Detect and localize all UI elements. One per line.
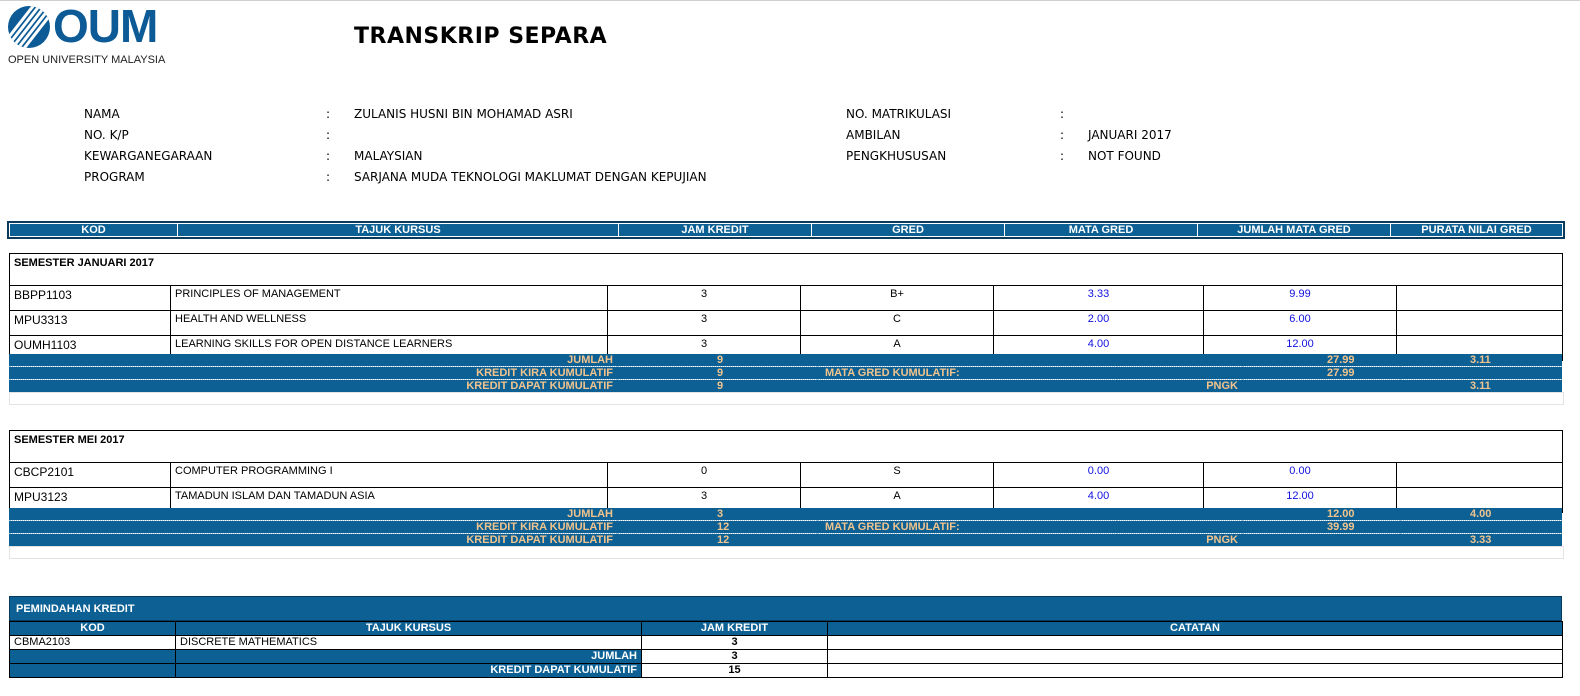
jumlah-label: JUMLAH [9, 354, 617, 367]
course-grade: C [801, 311, 994, 336]
colon: : [326, 149, 331, 163]
course-grade-point: 4.00 [994, 336, 1204, 361]
course-credit: 0 [608, 463, 801, 488]
course-grade-point: 0.00 [994, 463, 1204, 488]
oum-logo [8, 0, 178, 68]
kredit-dapat: 12 [617, 534, 817, 547]
logo-subtitle: OPEN UNIVERSITY MALAYSIA [8, 54, 166, 66]
course-title: COMPUTER PROGRAMMING I [171, 463, 608, 488]
pngk-label: PNGK [1117, 534, 1242, 547]
kp-label: NO. K/P [84, 128, 129, 142]
col-tajuk-kursus: TAJUK KURSUS [178, 224, 619, 237]
kewarganegaraan-value: MALAYSIAN [354, 149, 423, 163]
course-grade: A [801, 336, 994, 361]
colon: : [326, 170, 331, 184]
kredit-kira: 9 [617, 367, 817, 380]
semester-summary [9, 508, 1562, 546]
pemindahan-title: PEMINDAHAN KREDIT [9, 596, 1562, 621]
semester-summary [9, 354, 1562, 392]
spacer [9, 392, 1564, 405]
pengkhususan-label: PENGKHUSUSAN [846, 149, 947, 163]
purata-nilai: 4.00 [1400, 508, 1562, 521]
course-credit: 3 [608, 488, 801, 513]
col-jam-kredit: JAM KREDIT [619, 224, 812, 237]
course-total-point: 0.00 [1204, 463, 1397, 488]
course-title: PRINCIPLES OF MANAGEMENT [171, 286, 608, 311]
nama-label: NAMA [84, 107, 120, 121]
col-mata-gred: MATA GRED [1005, 224, 1198, 237]
course-credit: 3 [608, 336, 801, 361]
logo-wordmark: OUM [53, 0, 158, 52]
kredit-kira-label: KREDIT KIRA KUMULATIF [9, 367, 617, 380]
semester-table [9, 253, 1563, 361]
col-kod: KOD [10, 224, 178, 237]
pk-jumlah-label: JUMLAH [176, 650, 642, 664]
pengkhususan-value: NOT FOUND [1088, 149, 1161, 163]
matrik-label: NO. MATRIKULASI [846, 107, 952, 121]
ambilan-value: JANUARI 2017 [1088, 128, 1172, 142]
semester-title: SEMESTER MEI 2017 [10, 431, 1563, 463]
pk-col-tajuk: TAJUK KURSUS [176, 622, 642, 636]
pk-col-catatan: CATATAN [828, 622, 1563, 636]
table-row [10, 311, 1563, 336]
semester-title: SEMESTER JANUARI 2017 [10, 254, 1563, 286]
course-title: LEARNING SKILLS FOR OPEN DISTANCE LEARNERS [171, 336, 608, 361]
pk-dapat-value: 15 [642, 664, 828, 678]
jumlah-label: JUMLAH [9, 508, 617, 521]
course-credit: 3 [608, 286, 801, 311]
course-code: BBPP1103 [10, 286, 171, 311]
colon: : [326, 107, 331, 121]
mgk-value: 39.99 [1242, 521, 1400, 534]
purata-nilai: 3.11 [1400, 354, 1562, 367]
mgk-label: MATA GRED KUMULATIF: [817, 521, 1117, 534]
pk-kod: CBMA2103 [10, 636, 176, 650]
kredit-kira: 12 [617, 521, 817, 534]
kredit-kira-label: KREDIT KIRA KUMULATIF [9, 521, 617, 534]
mgk-value: 27.99 [1242, 367, 1400, 380]
course-credit: 3 [608, 311, 801, 336]
course-code: MPU3313 [10, 311, 171, 336]
nama-value: ZULANIS HUSNI BIN MOHAMAD ASRI [354, 107, 573, 121]
course-title: HEALTH AND WELLNESS [171, 311, 608, 336]
kewarganegaraan-label: KEWARGANEGARAAN [84, 149, 213, 163]
course-code: OUMH1103 [10, 336, 171, 361]
jumlah-mata: 12.00 [1242, 508, 1400, 521]
pk-tajuk: DISCRETE MATHEMATICS [176, 636, 642, 650]
pemindahan-table [9, 621, 1563, 678]
kredit-dapat-label: KREDIT DAPAT KUMULATIF [9, 534, 617, 547]
program-value: SARJANA MUDA TEKNOLOGI MAKLUMAT DENGAN KEPUJIAN [354, 170, 707, 184]
course-grade-point: 2.00 [994, 311, 1204, 336]
pk-jumlah-value: 3 [642, 650, 828, 664]
course-table-header [9, 223, 1563, 237]
pk-dapat-label: KREDIT DAPAT KUMULATIF [176, 664, 642, 678]
table-row [10, 463, 1563, 488]
pngk-value: 3.11 [1400, 380, 1562, 393]
semester-table [9, 430, 1563, 513]
mgk-label: MATA GRED KUMULATIF: [817, 367, 1117, 380]
colon: : [326, 128, 331, 142]
jumlah-kredit: 9 [617, 354, 817, 367]
course-grade-point: 3.33 [994, 286, 1204, 311]
table-row [10, 286, 1563, 311]
logo-emblem-icon [8, 6, 50, 48]
jumlah-kredit: 3 [617, 508, 817, 521]
pk-col-kod: KOD [10, 622, 176, 636]
jumlah-mata: 27.99 [1242, 354, 1400, 367]
pngk-value: 3.33 [1400, 534, 1562, 547]
course-average [1397, 311, 1563, 336]
colon: : [1060, 149, 1065, 163]
course-total-point: 9.99 [1204, 286, 1397, 311]
course-average [1397, 463, 1563, 488]
table-row [10, 636, 1563, 650]
colon: : [1060, 107, 1065, 121]
col-jumlah-mata-gred: JUMLAH MATA GRED [1198, 224, 1391, 237]
course-average [1397, 286, 1563, 311]
spacer [9, 546, 1564, 559]
ambilan-label: AMBILAN [846, 128, 901, 142]
course-grade: A [801, 488, 994, 513]
pk-col-jam: JAM KREDIT [642, 622, 828, 636]
course-code: MPU3123 [10, 488, 171, 513]
course-total-point: 6.00 [1204, 311, 1397, 336]
kredit-dapat: 9 [617, 380, 817, 393]
col-gred: GRED [812, 224, 1005, 237]
pk-jam: 3 [642, 636, 828, 650]
course-grade: B+ [801, 286, 994, 311]
course-grade-point: 4.00 [994, 488, 1204, 513]
pk-catatan [828, 636, 1563, 650]
course-grade: S [801, 463, 994, 488]
col-purata-nilai-gred: PURATA NILAI GRED [1391, 224, 1563, 237]
colon: : [1060, 128, 1065, 142]
pngk-label: PNGK [1117, 380, 1242, 393]
course-code: CBCP2101 [10, 463, 171, 488]
program-label: PROGRAM [84, 170, 145, 184]
kredit-dapat-label: KREDIT DAPAT KUMULATIF [9, 380, 617, 393]
top-border [0, 0, 1580, 1]
course-title: TAMADUN ISLAM DAN TAMADUN ASIA [171, 488, 608, 513]
course-total-point: 12.00 [1204, 336, 1397, 361]
course-total-point: 12.00 [1204, 488, 1397, 513]
page-title: TRANSKRIP SEPARA [354, 24, 608, 49]
